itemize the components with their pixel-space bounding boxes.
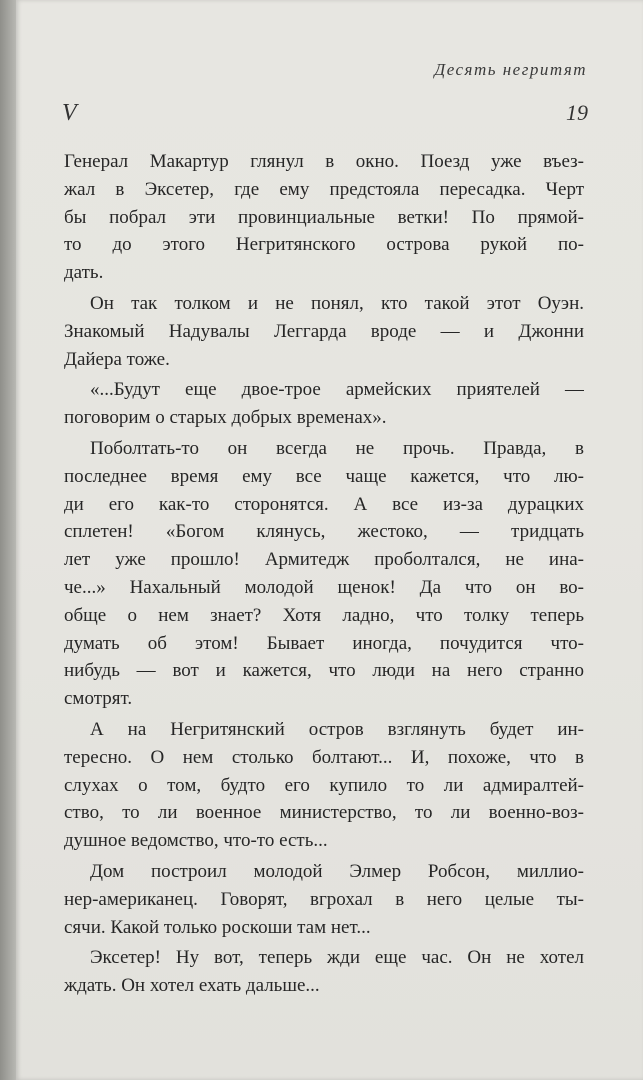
text-line: Эксетер! Ну вот, теперь жди еще час. Он не хотел: [90, 947, 584, 969]
body-text: [64, 148, 584, 1000]
text-line: ди его как-то сторонятся. А все из-за дурацких: [64, 493, 584, 515]
text-line: смотрят.: [64, 688, 133, 710]
text-line: поговорим о старых добрых временах».: [64, 407, 387, 429]
text-line: жал в Эксетер, где ему предстояла пересадка. Черт: [64, 178, 584, 200]
text-line: А на Негритянский остров взглянуть будет ин-: [90, 718, 584, 740]
text-line: последнее время ему все чаще кажется, что лю-: [64, 465, 584, 487]
text-line: душное ведомство, что-то есть...: [64, 830, 328, 852]
text-line: ство, то ли военное министерство, то ли военно-воз-: [64, 802, 584, 824]
text-line: «...Будут еще двое-трое армейских приятелей —: [90, 379, 584, 401]
text-line: Дом построил молодой Элмер Робсон, миллио-: [90, 860, 584, 882]
text-line: сплетен! «Богом клянусь, жестоко, — тридцать: [64, 521, 584, 543]
chapter-number: V: [62, 100, 77, 126]
text-line: че...» Нахальный молодой щенок! Да что он во-: [64, 576, 584, 598]
text-line: Генерал Макартур глянул в окно. Поезд уже въез-: [64, 151, 584, 172]
text-line: нер-американец. Говорят, вгрохал в него целые ты-: [64, 888, 584, 910]
text-line: тересно. О нем столько болтают... И, похоже, что в: [64, 746, 584, 768]
text-line: дать.: [64, 262, 104, 284]
text-line: слухах о том, будто его купило то ли адмиралтей-: [64, 774, 584, 796]
text-line: думать об этом! Бывает иногда, почудится что-: [64, 632, 584, 654]
page-number: 19: [566, 100, 588, 125]
text-line: нибудь — вот и кажется, что люди на него странно: [64, 660, 584, 682]
text-line: ждать. Он хотел ехать дальше...: [64, 975, 320, 997]
text-line: то до этого Негритянского острова рукой по-: [64, 234, 584, 256]
text-line: Он так толком и не понял, кто такой этот Оуэн.: [90, 292, 584, 314]
book-page: [16, 0, 643, 1080]
text-line: сячи. Какой только роскоши там нет...: [64, 916, 371, 938]
text-line: Знакомый Надувалы Леггарда вроде — и Джонни: [64, 320, 584, 342]
text-line: лет уже прошло! Армитедж проболтался, не ина-: [64, 549, 584, 571]
text-line: Поболтать-то он всегда не прочь. Правда, в: [90, 437, 584, 459]
text-line: обще о нем знает? Хотя ладно, что толку теперь: [64, 604, 584, 626]
running-title: Десять негритят: [434, 60, 587, 79]
text-line: Дайера тоже.: [64, 348, 170, 370]
text-line: бы побрал эти провинциальные ветки! По прямой-: [64, 206, 584, 228]
